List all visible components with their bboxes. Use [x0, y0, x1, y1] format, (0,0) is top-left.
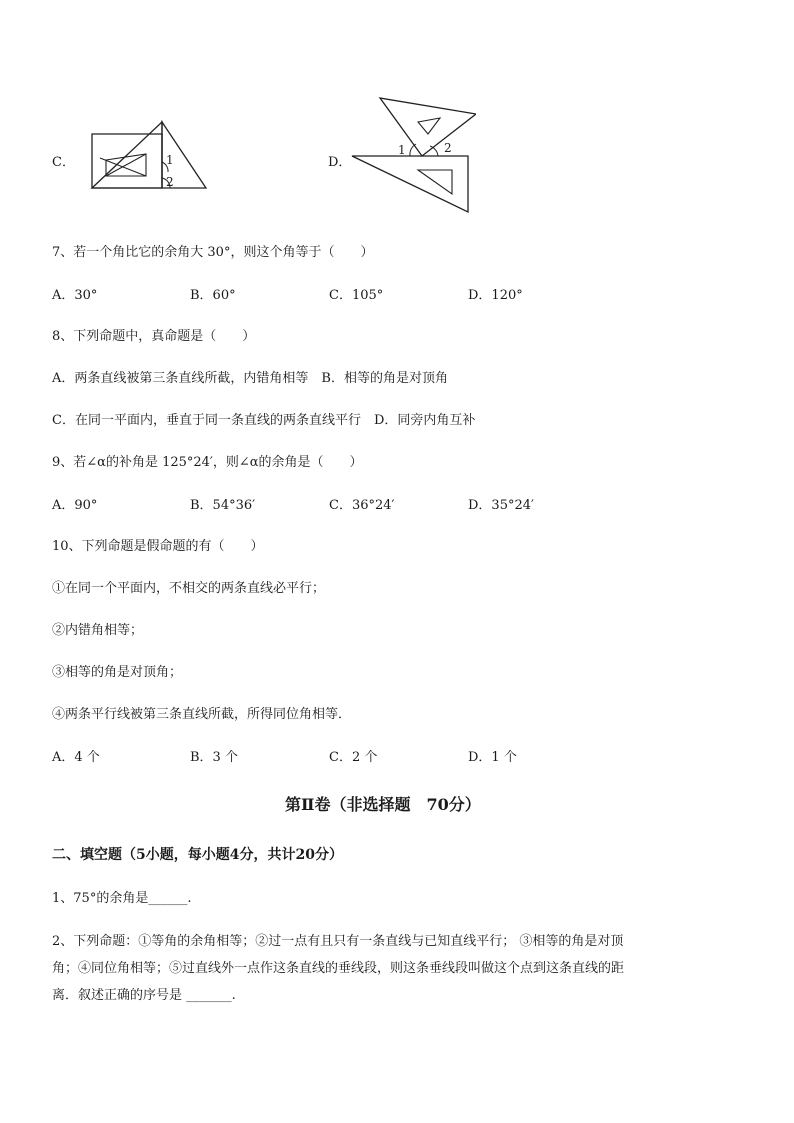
figure-d-lower-triangle [352, 156, 468, 212]
figure-c-angle1-text: 1 [166, 153, 174, 167]
q10-item-4: ④两条平行线被第三条直线所截，所得同位角相等． [52, 707, 352, 722]
section-fill-blank: 二、填空题（5小题，每小题4分，共计20分） [52, 847, 343, 863]
q8-options-line2: C．在同一平面内，垂直于同一条直线的两条直线平行 D．同旁内角互补 [52, 413, 476, 428]
q9-stem: 9、若∠α的补角是 125°24′，则∠α的余角是（ ） [52, 455, 363, 470]
figure-d-upper-inner [418, 118, 440, 134]
figure-c-large-triangle [92, 122, 162, 188]
q10-option-a: A．4 个 [52, 750, 100, 765]
figure-c-label: C． [52, 155, 75, 170]
fill2-line1: 2、下列命题：①等角的余角相等；②过一点有且只有一条直线与已知直线平行； ③相等的角是对顶 [52, 934, 624, 949]
q8-stem: 8、下列命题中，真命题是（ ） [52, 329, 256, 344]
fill1-question: 1、75°的余角是______. [52, 891, 192, 906]
figure-c-rect-triangle-outer [92, 134, 162, 188]
q9-option-d: D．35°24′ [468, 498, 534, 513]
fill2-line3: 离．叙述正确的序号是 _______. [52, 988, 236, 1003]
q10-item-3: ③相等的角是对顶角； [52, 665, 183, 680]
part2-title: 第Ⅱ卷（非选择题 70分） [285, 795, 481, 814]
fill2-line2: 角；④同位角相等；⑤过直线外一点作这条直线的垂线段，则这条垂线段叫做这个点到这条直线的距 [52, 961, 625, 976]
q10-option-c: C．2 个 [329, 750, 378, 765]
q10-item-2: ②内错角相等； [52, 623, 144, 638]
figure-d-angle1-text: 1 [398, 143, 406, 157]
q9-option-b: B．54°36′ [190, 498, 256, 513]
q7-option-a: A．30° [52, 288, 98, 303]
q10-option-b: B．3 个 [190, 750, 238, 765]
q7-stem: 7、若一个角比它的余角大 30°，则这个角等于（ ） [52, 245, 374, 260]
q7-option-d: D．120° [468, 288, 523, 303]
figure-d-label: D． [328, 155, 352, 170]
figure-d-angle2-arc [430, 146, 438, 156]
figure-d-upper-triangle [380, 98, 476, 156]
figure-c-angle2-text: 2 [166, 175, 174, 189]
q10-item-1: ①在同一个平面内，不相交的两条直线必平行； [52, 581, 326, 596]
q7-option-b: B．60° [190, 288, 236, 303]
q10-option-d: D．1 个 [468, 750, 517, 765]
figure-d-triangles [346, 94, 476, 214]
figure-d-angle2-text: 2 [444, 141, 452, 155]
q9-option-a: A．90° [52, 498, 98, 513]
q9-option-c: C．36°24′ [329, 498, 395, 513]
q7-option-c: C．105° [329, 288, 384, 303]
q10-stem: 10、下列命题是假命题的有（ ） [52, 539, 264, 554]
q8-options-line1: A．两条直线被第三条直线所截，内错角相等 B．相等的角是对顶角 [52, 371, 448, 386]
figure-c-triangles [86, 118, 210, 194]
